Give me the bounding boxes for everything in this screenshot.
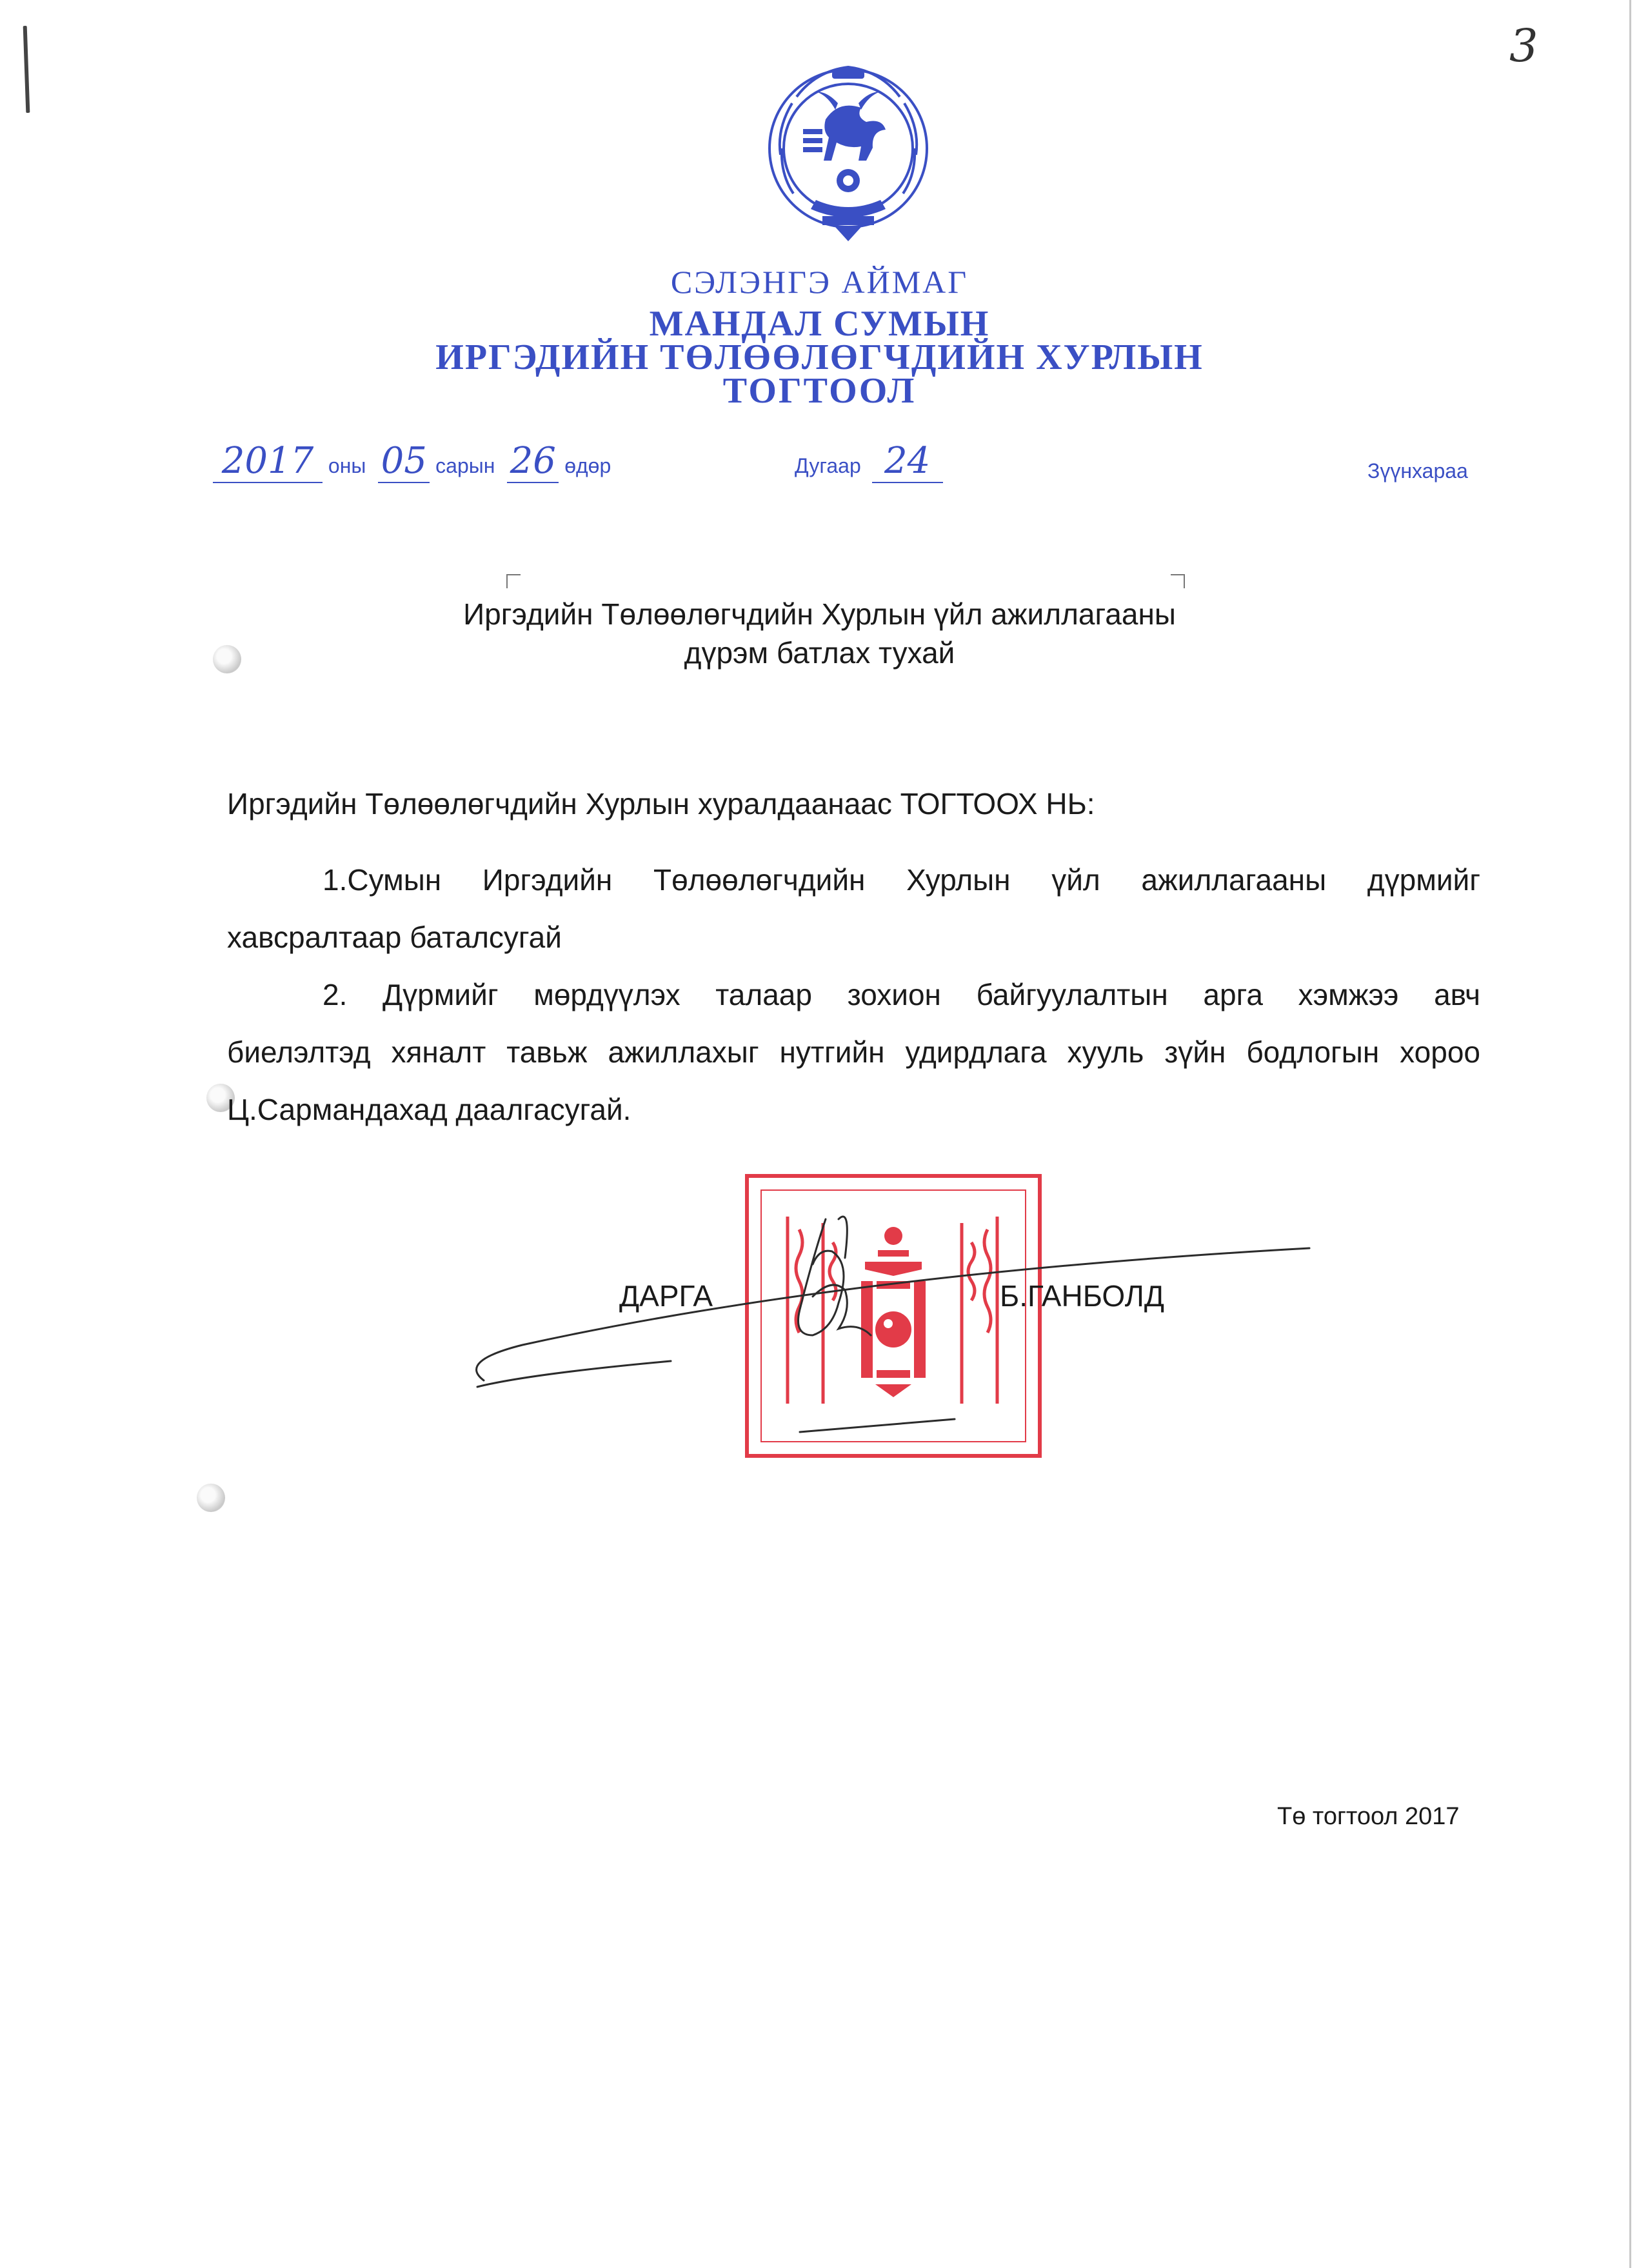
place: Зүүнхараа [1367,459,1468,482]
header-khural: ИРГЭДИЙН ТӨЛӨӨЛӨГЧДИЙН ХУРЛЫН [435,337,1204,377]
subject-line-1: Иргэдийн Төлөөлөгчдийн Хурлын үйл ажиллагааны [463,597,1176,631]
date-month: 05 [381,440,427,482]
header-aimag: СЭЛЭНГЭ АЙМАГ [670,264,969,300]
date-day-label: өдөр [564,454,611,477]
date-year-label: оны [328,454,366,477]
item-1-line-1: 1.Сумын Иргэдийн Төлөөлөгчдийн Хурлын үйл ажиллагааны дүрмийг [323,863,1480,897]
subject-bracket-left [506,574,521,588]
footer-doc-code: Тө тогтоол 2017 [1277,1803,1460,1830]
page-number: 3 [1509,19,1538,72]
decree-number: 24 [884,440,931,482]
punch-hole [197,1484,225,1512]
handwritten-signature [464,1193,1329,1464]
item-1-line-2: хавсралтаар баталсугай [227,920,562,954]
number-line [795,440,943,483]
header-doc-type: ТОГТООЛ [722,371,917,411]
date-month-label: сарын [435,454,495,477]
subject-bracket-right [1171,574,1185,588]
date-day: 26 [510,440,556,482]
number-label: Дугаар [795,454,861,477]
mongolia-emblem-icon [758,58,939,252]
resolution-intro: Иргэдийн Төлөөлөгчдийн Хурлын хуралдаанаас ТОГТООХ НЬ: [227,787,1095,821]
item-2-line-3: Ц.Сармандахад даалгасугай. [227,1093,631,1126]
header-sum: МАНДАЛ СУМЫН [649,304,990,344]
subject-line-2: дүрэм батлах тухай [684,636,955,670]
date-year: 2017 [221,440,314,482]
item-2-line-1: 2. Дүрмийг мөрдүүлэх талаар зохион байгуулалтын арга хэмжээ авч [323,978,1480,1011]
scan-edge-mark [23,26,30,113]
signatory-name: Б.ГАНБОЛД [1000,1279,1164,1313]
item-2-line-2: биелэлтэд хяналт тавьж ажиллахыг нутгийн удирдлага хууль зүйн бодлогын хороо [227,1035,1480,1069]
date-line [213,440,611,483]
signatory-title: ДАРГА [619,1279,713,1313]
